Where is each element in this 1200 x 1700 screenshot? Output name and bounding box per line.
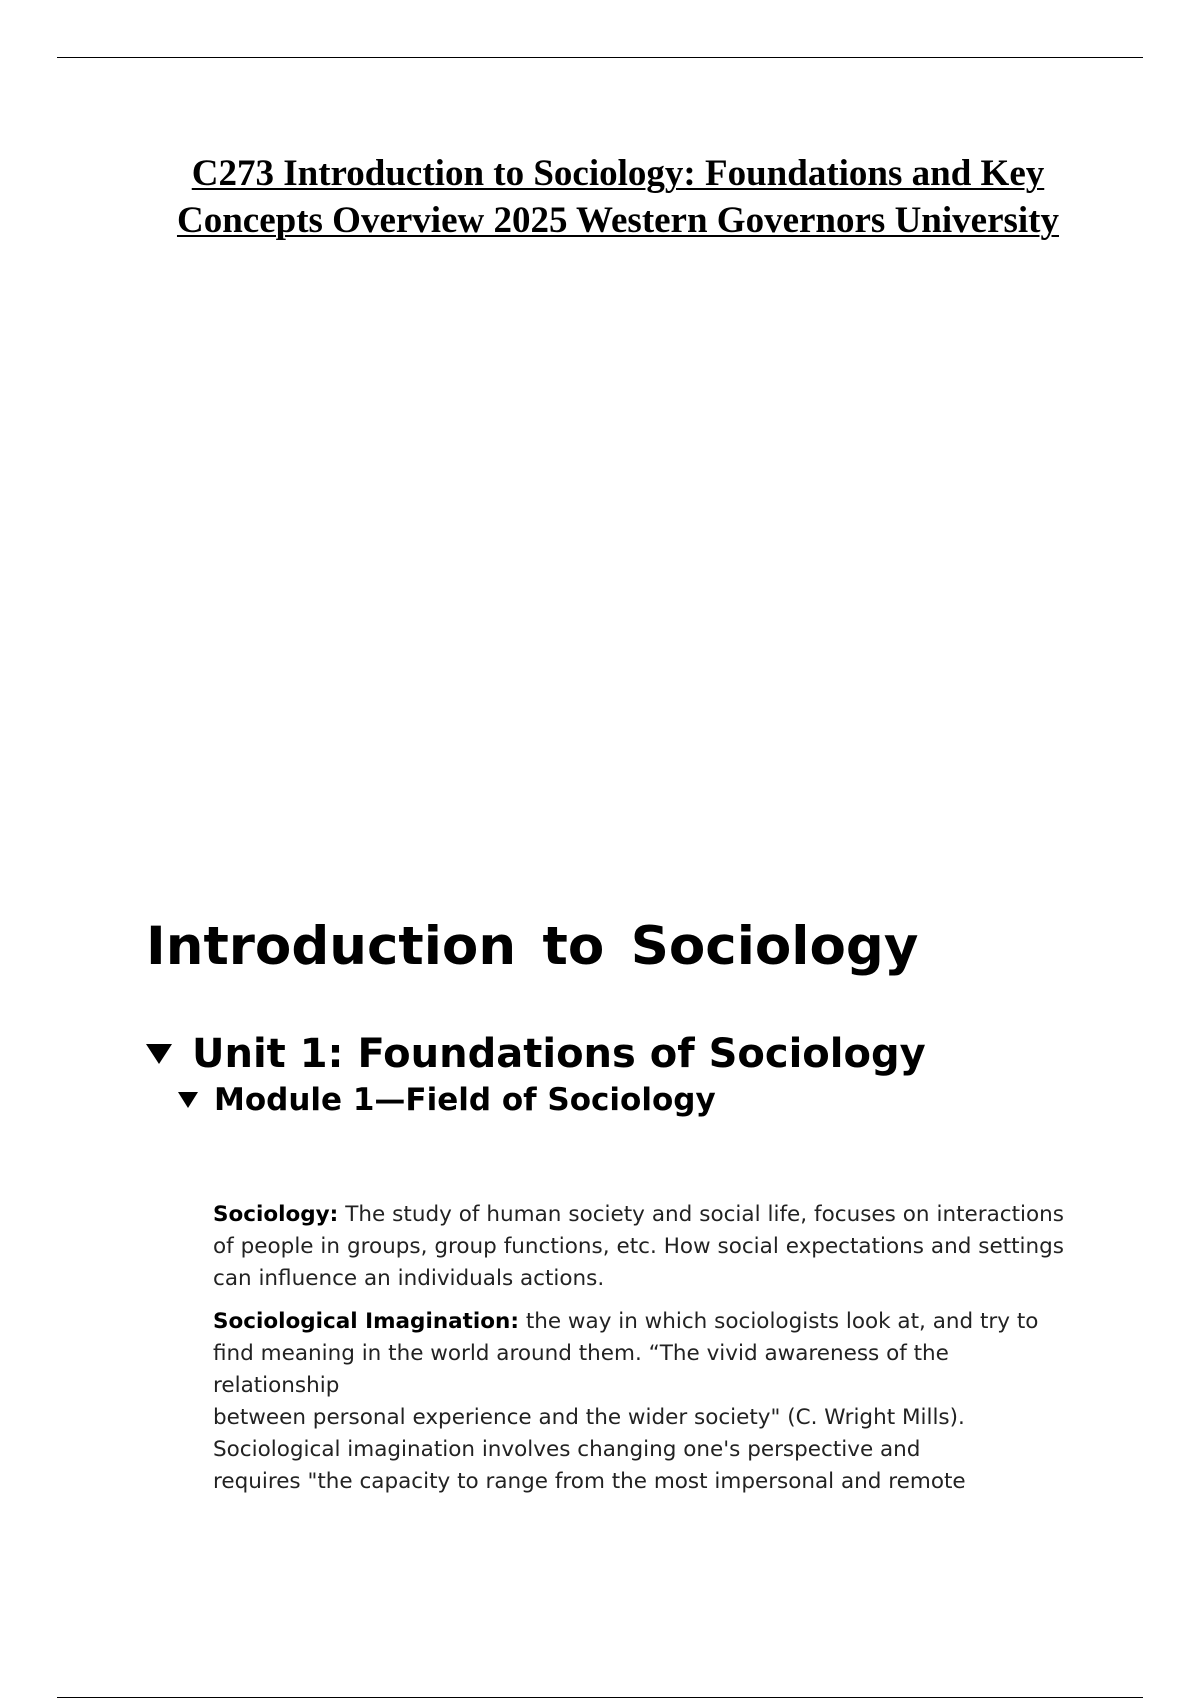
- definition-line: find meaning in the world around them. “The vivid awareness of the: [213, 1341, 949, 1366]
- module-toggle[interactable]: [178, 1079, 716, 1121]
- definition-line: between personal experience and the wider society" (C. Wright Mills).: [213, 1405, 965, 1430]
- module-label: Module 1—Field of Sociology: [214, 1082, 716, 1118]
- unit-toggle[interactable]: [146, 1028, 926, 1080]
- document-title: C273 Introduction to Sociology: Foundations and Key Concepts Overview 2025 Western Governors University: [176, 153, 1060, 241]
- definition-line: requires "the capacity to range from the most impersonal and remote: [213, 1469, 966, 1494]
- definition-text: the way in which sociologists look at, and try to: [525, 1309, 1039, 1334]
- top-rule: [57, 57, 1143, 58]
- definition-line: [213, 1306, 1093, 1338]
- definition-sociology: [213, 1199, 1064, 1295]
- definition-text: The study of human society and social life, focuses on interactions of people in groups, group functions, etc. How social expectations and settings can influence an individuals actions.: [213, 1202, 1064, 1291]
- section-heading: Introduction to Sociology: [146, 916, 919, 977]
- definition-line: relationship: [213, 1373, 340, 1398]
- definition-term: Sociology:: [213, 1202, 339, 1227]
- collapse-triangle-icon[interactable]: [146, 1044, 172, 1064]
- definition-line: Sociological imagination involves changing one's perspective and: [213, 1437, 921, 1462]
- unit-label: Unit 1: Foundations of Sociology: [192, 1031, 926, 1077]
- bottom-rule: [57, 1697, 1143, 1698]
- collapse-triangle-icon[interactable]: [178, 1092, 198, 1108]
- definition-term: Sociological Imagination:: [213, 1309, 519, 1334]
- definition-sociological-imagination: [213, 1306, 1093, 1498]
